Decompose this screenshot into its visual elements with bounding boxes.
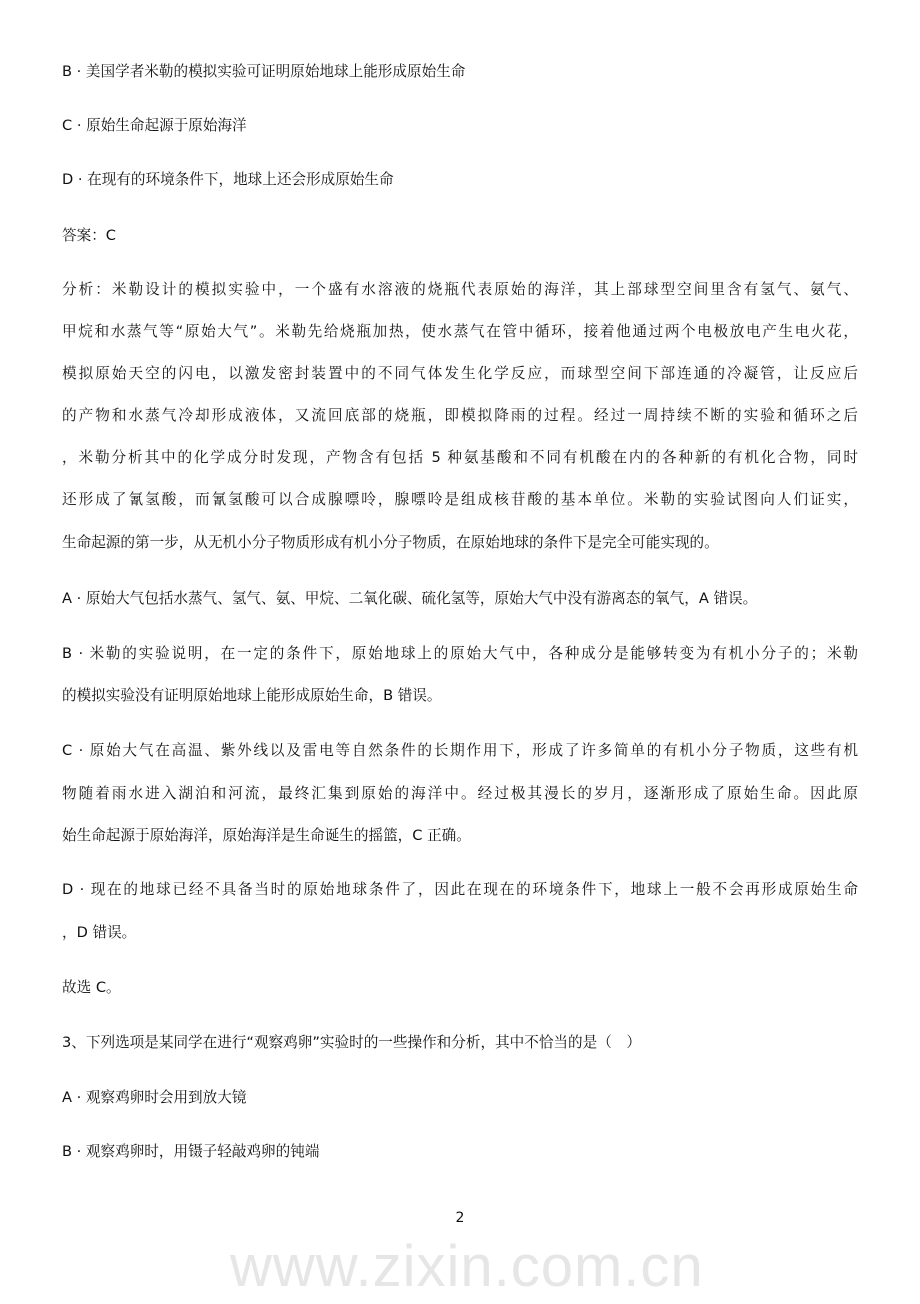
explain-d: D · 现在的地球已经不具备当时的原始地球条件了，因此在现在的环境条件下，地球上一般不会再形成原始生命: [62, 881, 858, 898]
conclusion: 故选 C。: [62, 979, 121, 996]
explain-d: ，D 错误。: [62, 924, 137, 941]
analysis-line: 甲烷和水蒸气等“原始大气”。米勒先给烧瓶加热，使水蒸气在管中循环，接着他通过两个电极放电产生电火花，: [62, 323, 858, 340]
analysis-line: 还形成了氰氢酸，而氰氢酸可以合成腺嘌呤，腺嘌呤是组成核苷酸的基本单位。米勒的实验试图向人们证实，: [62, 491, 858, 508]
analysis-line: 的产物和水蒸气冷却形成液体，又流回底部的烧瓶，即模拟降雨的过程。经过一周持续不断的实验和循环之后: [62, 407, 858, 424]
question-3-option-a: A · 观察鸡卵时会用到放大镜: [62, 1089, 247, 1106]
question-3-option-b: B · 观察鸡卵时，用镊子轻敲鸡卵的钝端: [62, 1143, 320, 1160]
question-3-stem: 3、下列选项是某同学在进行“观察鸡卵”实验时的一些操作和分析，其中不恰当的是（ ）: [62, 1034, 641, 1051]
explain-a: A · 原始大气包括水蒸气、氢气、氨、甲烷、二氧化碳、硫化氢等，原始大气中没有游离态的氧气，A 错误。: [62, 590, 758, 607]
page-number: 2: [455, 1210, 465, 1226]
analysis-line: 分析：米勒设计的模拟实验中，一个盛有水溶液的烧瓶代表原始的海洋，其上部球型空间里含有氢气、氨气、: [62, 281, 858, 298]
explain-b: B · 米勒的实验说明，在一定的条件下，原始地球上的原始大气中，各种成分是能够转变为有机小分子的；米勒: [62, 645, 858, 662]
analysis-line: 生命起源的第一步，从无机小分子物质形成有机小分子物质，在原始地球的条件下是完全可能实现的。: [62, 534, 719, 551]
option-d: D · 在现有的环境条件下，地球上还会形成原始生命: [62, 171, 394, 188]
explain-c: 始生命起源于原始海洋，原始海洋是生命诞生的摇篮，C 正确。: [62, 827, 471, 844]
explain-c: C · 原始大气在高温、紫外线以及雷电等自然条件的长期作用下，形成了许多简单的有机小分子物质，这些有机: [62, 742, 858, 759]
watermark: www.zixin.com.cn: [230, 1234, 704, 1299]
option-b: B · 美国学者米勒的模拟实验可证明原始地球上能形成原始生命: [62, 63, 466, 80]
analysis-line: ，米勒分析其中的化学成分时发现，产物含有包括 5 种氨基酸和不同有机酸在内的各种新的有机化合物，同时: [62, 449, 858, 466]
explain-b: 的模拟实验没有证明原始地球上能形成原始生命，B 错误。: [62, 687, 442, 704]
analysis-line: 模拟原始天空的闪电，以激发密封装置中的不同气体发生化学反应，而球型空间下部连通的冷凝管，让反应后: [62, 365, 858, 382]
option-c: C · 原始生命起源于原始海洋: [62, 117, 247, 134]
explain-c: 物随着雨水进入湖泊和河流，最终汇集到原始的海洋中。经过极其漫长的岁月，逐渐形成了原始生命。因此原: [62, 785, 858, 802]
answer: 答案：C: [62, 227, 116, 244]
